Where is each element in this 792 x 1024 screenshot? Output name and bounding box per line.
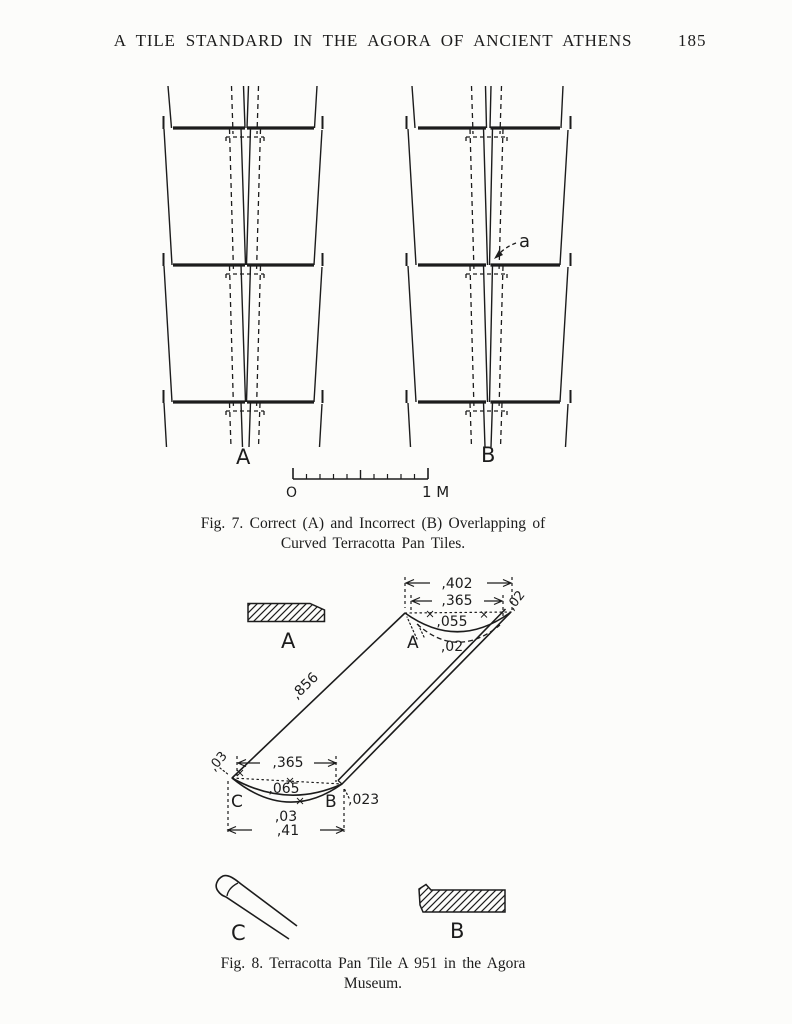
fig7-diagram-a-label: A (236, 445, 251, 469)
section-a-label: A (281, 629, 296, 653)
dim-right-edge-label: ,023 (348, 792, 380, 808)
dim-length-label: ,856 (288, 669, 322, 703)
fig7-diagram-b (407, 86, 571, 447)
tile-top-chord (405, 612, 511, 613)
section-c-label: C (231, 921, 246, 945)
dim-bottom-width-label: ,41 (276, 823, 300, 839)
tile-ears (164, 116, 323, 403)
section-b-label: B (450, 919, 465, 943)
scale-zero-label: O (286, 485, 298, 501)
fig8-caption-line2: Museum. (343, 975, 403, 992)
dim-top-under-label: ,02 (440, 639, 464, 655)
scale-bar (293, 468, 428, 479)
fig7-diagram-a (164, 86, 323, 447)
corner-a-label: A (407, 633, 419, 653)
section-c-profile (216, 876, 297, 939)
running-head-title: A TILE STANDARD IN THE AGORA OF ANCIENT ATHENS (113, 31, 633, 50)
fig7-caption-line2: Curved Terracotta Pan Tiles. (280, 535, 466, 552)
section-b-profile (419, 885, 505, 913)
page-number: 185 (678, 31, 707, 50)
curve-c-label: C (231, 792, 243, 812)
scale-one-meter-label: 1 M (422, 483, 450, 501)
dim-left-edge-label: ,03 (205, 749, 231, 775)
dim-top-inner-label: ,365 (441, 593, 473, 609)
dim-top-width-label: ,402 (441, 576, 473, 592)
dim-bottom-inner-label: ,365 (272, 755, 304, 771)
tile-left-edge (232, 613, 405, 778)
fig7-caption-line1: Fig. 7. Correct (A) and Incorrect (B) Overlapping of (200, 515, 546, 532)
tile-joint-lines (418, 128, 560, 402)
fig8-caption-line1: Fig. 8. Terracotta Pan Tile A 951 in the Agora (220, 955, 526, 972)
tile-ears (407, 116, 571, 403)
fig8-caption (221, 954, 526, 994)
fig7-diagram-b-label: B (481, 443, 496, 467)
annotation-a-label: a (519, 231, 531, 252)
dim-top-edge-label: ,02 (503, 588, 529, 614)
fig7-caption (201, 514, 546, 554)
section-a-profile (248, 604, 325, 622)
curve-b-label: B (325, 792, 337, 812)
dim-top-depth-label: ,055 (436, 614, 468, 630)
dim-bottom-under-label: ,03 (274, 809, 298, 825)
dim-bottom-depth-label: ,065 (268, 781, 300, 797)
